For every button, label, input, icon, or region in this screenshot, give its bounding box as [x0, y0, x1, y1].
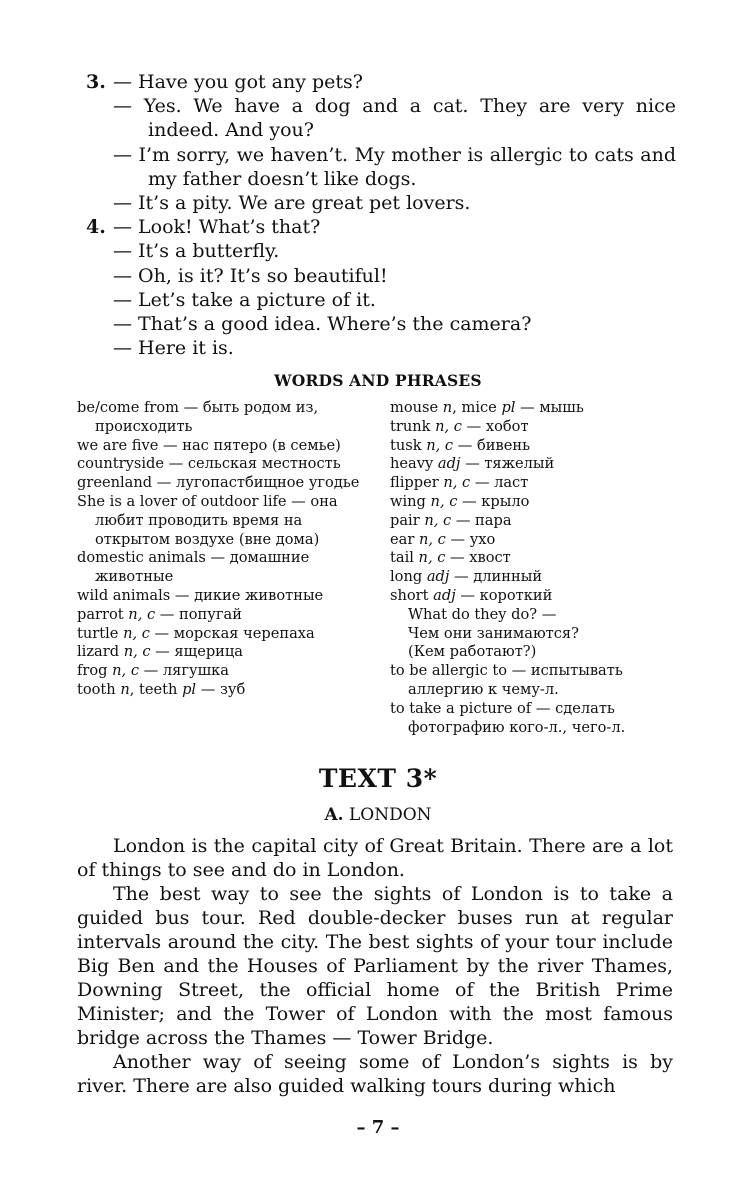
dialogue-line: — Oh, is it? It’s so beautiful! [113, 264, 388, 287]
vocab-entry: frog n, c — лягушка [77, 662, 229, 680]
vocab-entry: to be allergic to — испытывать аллергию к чему-л. [390, 662, 623, 698]
text-title: TEXT 3* [318, 764, 438, 793]
vocab-entry: trunk n, c — хобот [390, 417, 529, 435]
text-body [77, 834, 673, 1098]
text-subtitle [0, 805, 756, 825]
dialogue-line: — It’s a pity. We are great pet lovers. [113, 192, 471, 215]
vocab-entry: countryside — сельская местность [77, 455, 341, 473]
dialogue-line: 4. — Look! What’s that? [86, 216, 321, 239]
dialogue-line: — Here it is. [113, 337, 234, 360]
vocab-entry: ear n, c — ухо [390, 530, 496, 548]
vocab-list-left [77, 399, 375, 700]
words-phrases-heading: WORDS AND PHRASES [274, 371, 482, 390]
vocab-entry: parrot n, c — попугай [77, 605, 242, 623]
vocab-entry: be/come from — быть родом из, происходить [77, 399, 319, 435]
vocab-entry: She is a lover of outdoor life — она любит проводить время на открытом воздухе (вне дома) [77, 492, 338, 548]
dialogue-line: — I’m sorry, we haven’t. My mother is allergic to cats and my father doesn’t like dogs. [113, 143, 676, 190]
dialogue-number: 4. [86, 216, 106, 239]
paragraph: The best way to see the sights of London is to take a guided bus tour. Red double-decker buses run at regular intervals around the city. The best sights of your tour include Big Ben and the Houses of Parliament by the river Thames, Downing Street, the official home of the British Prime Minister; and the Tower of London with the most famous bridge across the Thames — Tower Bridge. [77, 883, 673, 1049]
vocab-entry: wing n, c — крыло [390, 492, 530, 510]
vocab-entry: short adj — короткий [390, 586, 553, 604]
page-number: – 7 – [356, 1117, 400, 1138]
subtitle-name: LONDON [348, 805, 432, 825]
dialogue-line: — That’s a good idea. Where’s the camera? [113, 313, 532, 336]
dialogue-number: 3. [86, 71, 106, 93]
vocab-entry: tail n, c — хвост [390, 549, 511, 567]
vocab-entry: greenland — лугопастбищное угодье [77, 474, 360, 492]
vocab-entry: lizard n, c — ящерица [77, 643, 243, 661]
dialogue-line: 3. — Have you got any pets? [86, 71, 363, 93]
paragraph: London is the capital city of Great Britain. There are a lot of things to see and do in London. [77, 835, 673, 881]
vocab-entry: long adj — длинный [390, 568, 543, 586]
vocab-entry: flipper n, c — ласт [390, 474, 529, 492]
vocab-list-right [390, 399, 680, 737]
vocab-entry: What do they do? — Чем они занимаются? (Кем работают?) [408, 605, 579, 661]
vocab-entry: turtle n, c — морская черепаха [77, 624, 315, 642]
dialogues [86, 70, 676, 360]
subtitle-letter: A. [324, 805, 344, 825]
vocab-entry: mouse n, mice pl — мышь [390, 399, 584, 416]
vocab-entry: wild animals — дикие животные [77, 586, 324, 604]
dialogue-line: — It’s a butterfly. [113, 240, 280, 263]
vocab-entry: tusk n, c — бивень [390, 436, 531, 454]
vocab-entry: heavy adj — тяжелый [390, 455, 555, 473]
vocab-entry: pair n, c — пара [390, 511, 512, 529]
vocab-entry: tooth n, teeth pl — зуб [77, 680, 246, 698]
vocab-entry: we are five — нас пятеро (в семье) [77, 436, 341, 454]
vocab-entry: domestic animals — домашние животные [77, 549, 310, 586]
paragraph: Another way of seeing some of London’s sights is by river. There are also guided walking tours during which [77, 1051, 673, 1097]
dialogue-line: — Yes. We have a dog and a cat. They are very nice indeed. And you? [113, 95, 676, 142]
vocab-entry: to take a picture of — сделать фотографию кого-л., чего-л. [390, 699, 626, 736]
dialogue-line: — Let’s take a picture of it. [113, 288, 376, 311]
